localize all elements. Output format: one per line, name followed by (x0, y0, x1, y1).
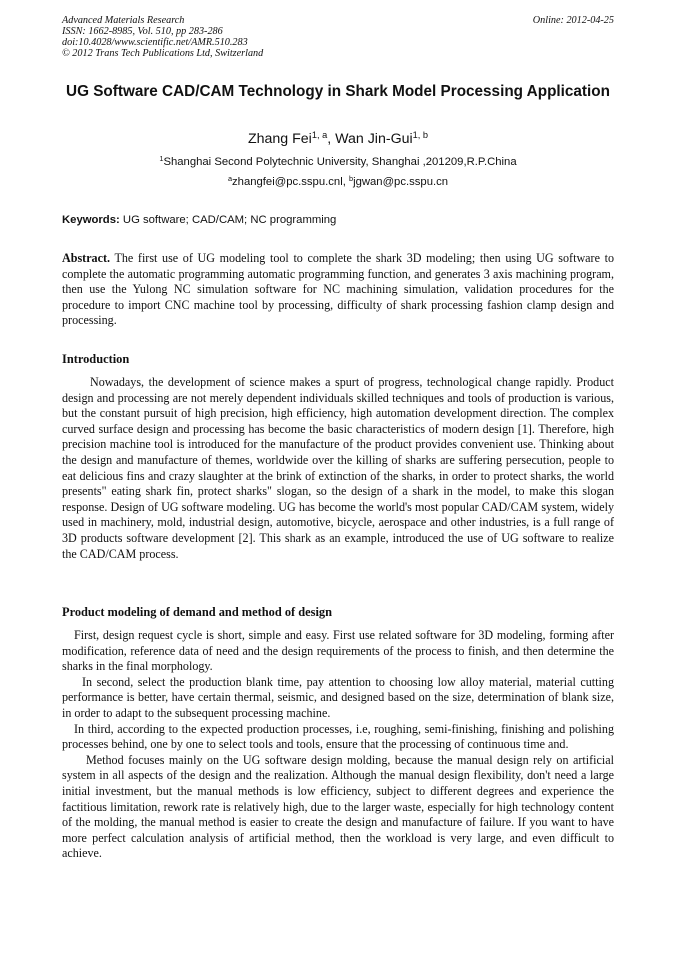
affiliation-text: Shanghai Second Polytechnic University, Shanghai ,201209,R.P.China (163, 156, 517, 168)
affiliation (62, 153, 614, 168)
copyright-line: © 2012 Trans Tech Publications Ltd, Switzerland (62, 48, 264, 59)
abstract-label: Abstract. (62, 251, 111, 265)
product-section-heading: Product modeling of demand and method of design (62, 605, 332, 619)
keywords-label: Keywords: (62, 214, 120, 226)
affiliation-number: 1 (159, 153, 164, 163)
paragraph: First, design request cycle is short, simple and easy. First use related software for 3D modeling, forming after modification, reference data of need and the design requirements of the process to finish, and then determine the sharks in the final morphology. (62, 628, 614, 674)
paper-title: UG Software CAD/CAM Technology in Shark Model Processing Application (66, 83, 610, 100)
author-1-name: Zhang Fei (247, 131, 312, 147)
email-a: zhangfei@pc.sspu.cnl, (232, 176, 349, 188)
abstract-text: The first use of UG modeling tool to complete the shark 3D modeling; then using UG software to complete the automatic programming automatic programming function, and generates 3 axis machining program, then use the Yulong NC simulation software for NC machining simulation, validation procedures for the procedure to import CNC machine tool by processing, difficulty of shark processing fashion clamp design and processing. (62, 251, 614, 328)
paragraph: Method focuses mainly on the UG software design molding, because the manual design rely on artificial system in all aspects of the design and the realization. Although the manual design flexibility, don't need a large initial investment, but the manual methods is low efficiency, subject to different degrees and experience the factitious limitation, rework rate is relatively high, due to the larger waste, especially for high technology content of the molding, the manual method is easier to create the design and manufacture of failure. If you want to have more perfect calculation analysis of artificial method, then the workload is very large, and even difficult to achieve. (62, 752, 614, 861)
paragraph: In second, select the production blank time, pay attention to choosing low alloy material, material cutting performance is better, have certain thermal, seismic, and designed based on the size, determination of blank size, in order to adapt to the subsequent processing machine. (62, 674, 614, 720)
author-1-sup: 1, a (311, 129, 328, 140)
email-a-label: a (227, 173, 233, 183)
product-section-body (62, 628, 614, 862)
issn-line: ISSN: 1662-8985, Vol. 510, pp 283-286 (62, 26, 223, 37)
abstract (62, 251, 614, 329)
keywords (62, 214, 614, 226)
email-line (62, 173, 614, 188)
author-2-sup: 1, b (412, 129, 429, 140)
email-b: jgwan@pc.sspu.cn (353, 176, 449, 188)
online-date: Online: 2012-04-25 (532, 15, 614, 26)
introduction-heading: Introduction (62, 352, 130, 366)
author-line (62, 131, 614, 147)
introduction-body (62, 375, 614, 562)
doi-line: doi:10.4028/www.scientific.net/AMR.510.283 (62, 37, 248, 48)
email-b-label: b (348, 173, 354, 183)
paragraph: In third, according to the expected production processes, i.e, roughing, semi-finishing, finishing and polishing processes behind, one by one to select tools and tools, ensure that the processing of continuous time and. (62, 721, 614, 752)
author-separator: , (327, 131, 336, 147)
author-2-name: Wan Jin-Gui (335, 131, 413, 147)
keywords-text: UG software; CAD/CAM; NC programming (119, 214, 337, 226)
introduction-paragraph: Nowadays, the development of science makes a spurt of progress, technological change rapidly. Product design and processing are not merely dependent individuals skilled techniques and tools of production is various, but the constant pursuit of high precision, high efficiency, high automation development direction. The complex curved surface design and processing has become the basic characteristics of modern design [1]. Therefore, high precision machine tool is introduced for the manufacture of the product provides convenient use. Thinking about the design and manufacture of themes, worldwide over the killing of sharks are suffering persecution, people to eat delicious fins and crazy slaughter at the brink of extinction of the sharks, in order to protect sharks, the world presents" eating shark fin, protect sharks" slogan, so the design of a shark in the model, to make this slogan response. Design of UG software modeling. UG has become the world's most popular CAD/CAM system, widely used in machinery, mold, industrial design, automotive, bicycle, aerospace and other industries, is a full range of 3D products software development [2]. This shark as an example, introduced the use of UG software to realize the CAD/CAM process. (62, 375, 614, 561)
journal-name: Advanced Materials Research (62, 15, 185, 26)
journal-header (62, 15, 614, 59)
